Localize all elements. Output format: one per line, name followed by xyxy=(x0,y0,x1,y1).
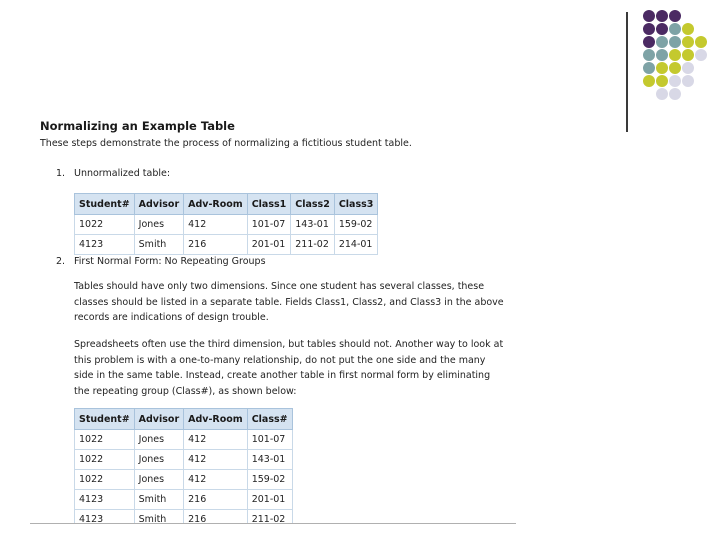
table-cell: Jones xyxy=(134,215,183,235)
decorative-dot xyxy=(669,10,681,22)
page-title: Normalizing an Example Table xyxy=(40,119,235,133)
decorative-dot xyxy=(669,88,681,100)
decorative-dot xyxy=(656,23,668,35)
table-cell: Smith xyxy=(134,510,183,524)
table-cell: 143-01 xyxy=(247,450,292,470)
paragraph-spreadsheets: Spreadsheets often use the third dimension, but tables should not. Another way to look at this problem is with a one-to-many relationship, do not put the one side and the many side in the same table. Instead, create another table in first normal form by eliminating the repeating group (Class#), as shown below: xyxy=(74,339,504,397)
table-cell: 216 xyxy=(184,510,248,524)
decorative-dot xyxy=(682,36,694,48)
table-row xyxy=(75,510,293,524)
table-cell: Smith xyxy=(134,235,183,255)
table-header-row xyxy=(75,194,378,215)
table-cell: 201-01 xyxy=(247,235,291,255)
decorative-dot xyxy=(643,10,655,22)
decorative-dot xyxy=(669,75,681,87)
table-cell: 412 xyxy=(184,430,248,450)
decorative-dot xyxy=(656,62,668,74)
table-cell: 1022 xyxy=(75,470,135,490)
table-cell: 159-02 xyxy=(334,215,378,235)
table-cell: Smith xyxy=(134,490,183,510)
table-cell: 101-07 xyxy=(247,430,292,450)
column-header: Student# xyxy=(75,409,135,430)
decorative-dot xyxy=(643,62,655,74)
decorative-dot xyxy=(682,62,694,74)
column-header: Class3 xyxy=(334,194,378,215)
decorative-dot xyxy=(656,75,668,87)
table-cell: 101-07 xyxy=(247,215,291,235)
table-cell: 412 xyxy=(184,215,248,235)
table-row xyxy=(75,235,378,255)
column-header: Advisor xyxy=(134,409,183,430)
table-cell: 159-02 xyxy=(247,470,292,490)
column-header: Advisor xyxy=(134,194,183,215)
table-cell: 214-01 xyxy=(334,235,378,255)
decorative-vertical-line xyxy=(626,12,628,132)
column-header: Class2 xyxy=(291,194,335,215)
decorative-dot xyxy=(669,62,681,74)
step-1-number: 1. xyxy=(56,168,66,179)
decorative-dot xyxy=(656,49,668,61)
table-cell: 143-01 xyxy=(291,215,335,235)
unnormalized-table xyxy=(74,193,378,255)
table-cell: 412 xyxy=(184,470,248,490)
column-header: Adv-Room xyxy=(184,409,248,430)
decorative-dot xyxy=(643,36,655,48)
step-1-label: Unnormalized table: xyxy=(74,168,171,179)
decorative-dot xyxy=(656,36,668,48)
column-header: Adv-Room xyxy=(184,194,248,215)
paragraph-two-dimensions: Tables should have only two dimensions. Since one student has several classes, these classes should be listed in a separate table. Fields Class1, Class2, and Class3 in the above records are indications of design trouble. xyxy=(74,281,504,323)
table-cell: Jones xyxy=(134,430,183,450)
table-cell: 1022 xyxy=(75,215,135,235)
decorative-dot xyxy=(643,23,655,35)
column-header: Class# xyxy=(247,409,292,430)
table-cell: 201-01 xyxy=(247,490,292,510)
table-cell: 211-02 xyxy=(291,235,335,255)
table-cell: 412 xyxy=(184,450,248,470)
step-2-number: 2. xyxy=(56,256,66,267)
table-row xyxy=(75,215,378,235)
document-panel xyxy=(30,113,516,523)
decorative-dot xyxy=(656,10,668,22)
column-header: Student# xyxy=(75,194,135,215)
table-cell: 1022 xyxy=(75,450,135,470)
first-normal-form-table xyxy=(74,408,293,523)
table-cell: 4123 xyxy=(75,490,135,510)
table-cell: 4123 xyxy=(75,510,135,524)
table-header-row xyxy=(75,409,293,430)
table-row xyxy=(75,450,293,470)
decorative-dot xyxy=(695,36,707,48)
table-cell: 4123 xyxy=(75,235,135,255)
table-cell: 216 xyxy=(184,490,248,510)
decorative-dot xyxy=(643,49,655,61)
document-bottom-rule xyxy=(30,523,516,524)
decorative-dot xyxy=(669,49,681,61)
table-row xyxy=(75,490,293,510)
table-cell: Jones xyxy=(134,470,183,490)
column-header: Class1 xyxy=(247,194,291,215)
table-row xyxy=(75,430,293,450)
decorative-dot xyxy=(682,23,694,35)
decorative-dot xyxy=(643,75,655,87)
table-cell: 216 xyxy=(184,235,248,255)
step-2-label: First Normal Form: No Repeating Groups xyxy=(74,256,266,267)
decorative-dot xyxy=(682,75,694,87)
decorative-dot xyxy=(669,23,681,35)
intro-text: These steps demonstrate the process of normalizing a fictitious student table. xyxy=(40,138,412,149)
table-cell: 1022 xyxy=(75,430,135,450)
decorative-dot xyxy=(682,49,694,61)
decorative-dot xyxy=(669,36,681,48)
table-cell: Jones xyxy=(134,450,183,470)
table-row xyxy=(75,470,293,490)
decorative-dot xyxy=(695,49,707,61)
decorative-dot xyxy=(656,88,668,100)
table-cell: 211-02 xyxy=(247,510,292,524)
